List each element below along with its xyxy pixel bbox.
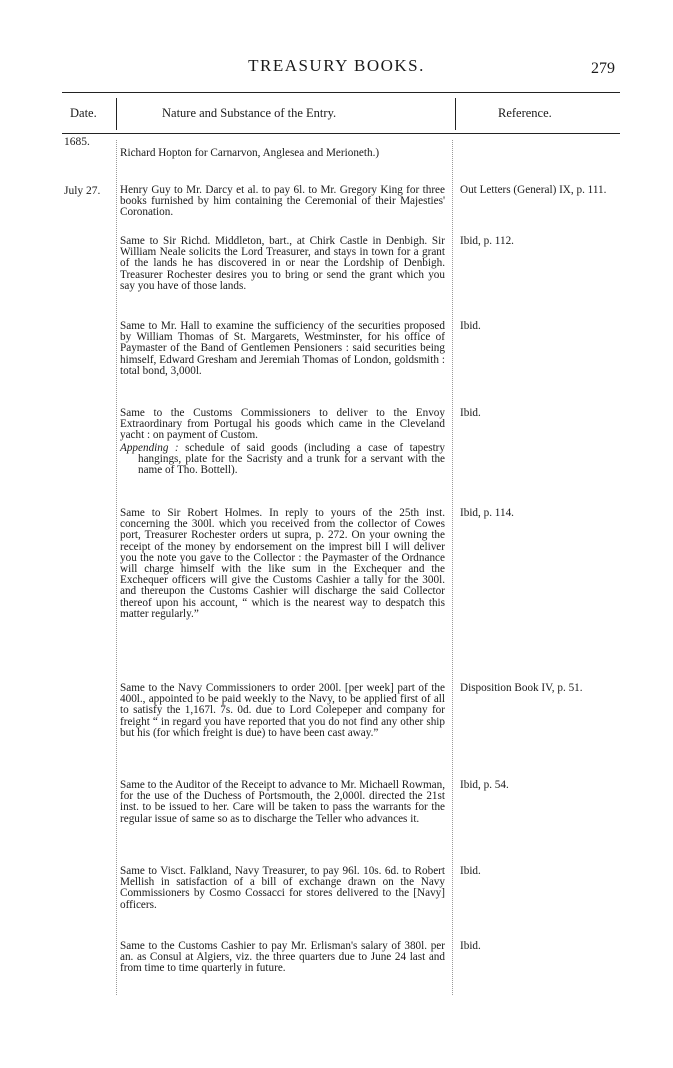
entry-reference: Ibid.	[460, 320, 481, 332]
entry-text: Richard Hopton for Carnarvon, Anglesea and Merioneth.)	[120, 147, 380, 159]
running-title: TREASURY BOOKS.	[248, 56, 425, 75]
entry-reference: Ibid.	[460, 940, 481, 952]
entry-text: Same to Sir Richd. Middleton, bart., at Chirk Castle in Denbigh. Sir William Neale solicits the Lord Treasurer, and stays in town for a grant of the lands he has discovered in or near the Lordship of Denbigh. Treasurer Rochester desires you to bring or send the grant which you say you have of those lands.	[120, 235, 445, 292]
column-line-right	[452, 140, 453, 995]
page-number: 279	[591, 60, 615, 77]
entry-text: Same to Mr. Hall to examine the sufficiency of the securities proposed by William Thomas of St. Margarets, Westminster, for his office of Paymaster of the Band of Gentlemen Pensioners : said securities being himself, Edward Gresham and Jeremiah Thomas of London, goldsmith : total bond, 3,000l.	[120, 320, 445, 377]
entry-reference: Disposition Book IV, p. 51.	[460, 682, 583, 694]
entry-reference: Ibid.	[460, 865, 481, 877]
column-head-nature: Nature and Substance of the Entry.	[162, 106, 337, 120]
entry-text: Same to the Auditor of the Receipt to advance to Mr. Michaell Rowman, for the use of the Duchess of Portsmouth, the 2,000l. directed the 21st inst. to be issued to her. Care will be taken to pass the warrants for the regular issue of same so as to discharge the Teller who advances it.	[120, 779, 445, 825]
column-head-date: Date.	[70, 106, 97, 120]
entry-reference: Ibid.	[460, 407, 481, 419]
entry-reference: Ibid, p. 112.	[460, 235, 514, 247]
entry-text: Same to the Navy Commissioners to order 200l. [per week] part of the 400l., appointed to be paid weekly to the Navy, to be applied first of all to satisfy the 1,167l. 7s. 0d. due to Lord Colepeper and company for freight “ in regard you have reported that you do not find any other ship but his (for which freight is due) to have been cast away.”	[120, 682, 445, 739]
appending-label: Appending :	[120, 441, 179, 454]
entry-text: Henry Guy to Mr. Darcy et al. to pay 6l. to Mr. Gregory King for three books furnished by him containing the Ceremonial of their Majesties' Coronation.	[120, 184, 445, 219]
entry-reference: Ibid, p. 54.	[460, 779, 509, 791]
column-head-reference: Reference.	[498, 106, 552, 120]
column-line-left	[116, 140, 117, 995]
header-rule-top	[62, 92, 620, 93]
entry-text: Same to the Customs Commissioners to deliver to the Envoy Extraordinary from Portugal his goods which came in the Cleveland yacht : on payment of Custom.	[120, 407, 445, 442]
entry-text: Same to the Customs Cashier to pay Mr. Erlisman's salary of 380l. per an. as Consul at Algiers, viz. the three quarters due to June 24 last and from time to time quarterly in future.	[120, 940, 445, 975]
entry-text-block	[120, 408, 445, 476]
entry-reference: Ibid, p. 114.	[460, 507, 514, 519]
entry-appending	[120, 443, 445, 477]
appending-text: schedule of said goods (including a case of tapestry hangings, plate for the Sacristy and a trunk for a servant with the name of Tho. Bottell).	[138, 441, 445, 477]
header-rule-bottom	[62, 133, 620, 134]
entry-date: July 27.	[64, 185, 101, 197]
entry-text: Same to Sir Robert Holmes. In reply to yours of the 25th inst. concerning the 300l. which you received from the collector of Cowes port, Treasurer Rochester orders ut supra, p. 272. On your owning the receipt of the money by endorsement on the imprest bill I will deliver you the note you gave to the Collector : the Paymaster of the Ordnance will charge himself with the like sum in the Exchequer and the Exchequer officers will give the Customs Cashier a tally for the 300l. and thereupon the Customs Cashier will discharge the said Collector thereof upon his account, “ which is the nearest way to despatch this matter regularly.”	[120, 507, 445, 620]
entry-text: Same to Visct. Falkland, Navy Treasurer, to pay 96l. 10s. 6d. to Robert Mellish in satisfaction of a bill of exchange drawn on the Navy Commissioners by Cosmo Cossacci for stores delivered to the [Navy] officers.	[120, 865, 445, 911]
header-separator-left	[116, 98, 117, 130]
entry-reference: Out Letters (General) IX, p. 111.	[460, 184, 607, 196]
entry-date: 1685.	[64, 136, 90, 148]
header-separator-right	[455, 98, 456, 130]
